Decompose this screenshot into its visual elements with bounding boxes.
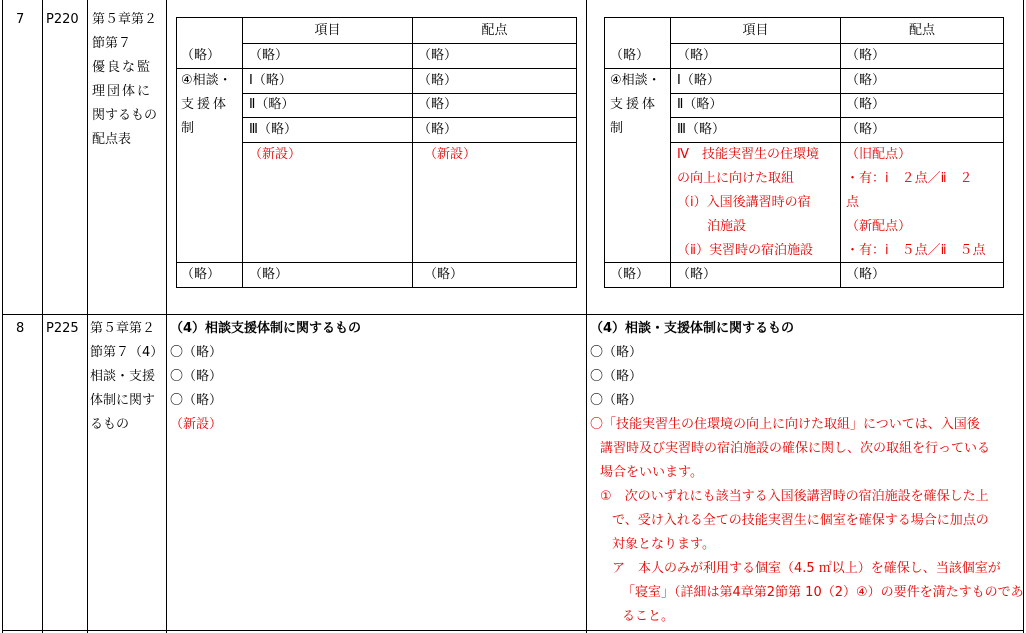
table-cell: （略）: [846, 122, 886, 137]
table-cell: （略）: [418, 48, 458, 63]
table-cell: （略）: [424, 267, 464, 282]
table-cell: Ⅲ（略）: [249, 122, 297, 137]
page-ref: P220: [46, 12, 79, 27]
table-cell: （略）: [249, 48, 289, 63]
page-ref: P225: [46, 321, 79, 336]
table-cell: Ⅱ（略）: [677, 97, 723, 112]
table-cell: （略）: [181, 267, 221, 282]
table-cell: （略）: [846, 97, 886, 112]
table-cell: （略）: [610, 48, 650, 63]
table-cell: （略）: [418, 73, 458, 88]
table-cell: Ⅲ（略）: [677, 122, 725, 137]
new-text: （4）相談・支援体制に関するもの 〇（略） 〇（略） 〇（略） 〇「技能実習生の住環境の向上に向けた取組」については、入国後 講習時及び実習時の宿泊施設の確保に関し、次の取組を行っている 場合をいいます。 ① 次のいずれにも該当する入国後講習時の宿泊施設を確保した上 で、受け入れる全ての技能実習生に個室を確保する場合に加点の 対象となります。 ア 本人のみが利用する個室（4.5 ㎡以上）を確保し、当該個室が 「寝室」（詳細は第4章第2節第 10（2）④）の要件を満たすものであ ること。: [590, 321, 1024, 624]
table-cell: Ⅱ（略）: [249, 97, 295, 112]
table-cell: （略）: [610, 267, 650, 282]
table-cell: （略）: [249, 267, 289, 282]
table-cell: （略）: [418, 97, 458, 112]
table-cell: Ⅰ（略）: [677, 73, 720, 88]
new-item-text: Ⅳ 技能実習生の住環境 の向上に向けた取組 （ⅰ）入国後講習時の宿 泊施設 （ⅱ）実習時の宿泊施設: [677, 147, 819, 258]
row-number: 8: [16, 321, 25, 336]
table-cell: Ⅰ（略）: [249, 73, 292, 88]
table-cell: （略）: [846, 267, 886, 282]
old-text: （4）相談支援体制に関するもの 〇（略） 〇（略） 〇（略） （新設）: [170, 321, 362, 432]
table-cell: （略）: [677, 48, 717, 63]
column-header-item: 項目: [742, 23, 769, 38]
new-label: （新設）: [249, 147, 302, 162]
category-label: ④相談・ 支援体 制: [610, 73, 661, 136]
column-header-item: 項目: [314, 23, 341, 38]
table-cell: （略）: [846, 73, 886, 88]
grid-line: [1023, 0, 1024, 633]
row-number: 7: [16, 12, 25, 27]
category-label: ④相談・ 支援体 制: [181, 73, 232, 136]
grid-line: [2, 630, 1024, 631]
table-cell: （略）: [181, 48, 221, 63]
grid-line: [586, 0, 587, 633]
grid-line: [2, 0, 3, 633]
table-cell: （略）: [846, 48, 886, 63]
grid-line: [166, 0, 167, 633]
grid-line: [2, 314, 1024, 315]
table-cell: （略）: [677, 267, 717, 282]
section-title: 第５章第２ 節第７（4） 相談・支援 体制に関す るもの: [90, 321, 164, 432]
grid-line: [87, 0, 88, 633]
section-title: 第５章第２ 節第７ 優良な監 理団体に 関するもの 配点表: [92, 12, 158, 147]
column-header-score: 配点: [481, 23, 508, 38]
column-header-score: 配点: [908, 23, 935, 38]
new-label: （新設）: [424, 147, 477, 162]
table-cell: （略）: [418, 122, 458, 137]
grid-line: [42, 0, 43, 633]
new-score-text: （旧配点） ・有：ⅰ ２点／ⅱ ２ 点 （新配点） ・有：ⅰ ５点／ⅱ ５点: [846, 147, 986, 258]
